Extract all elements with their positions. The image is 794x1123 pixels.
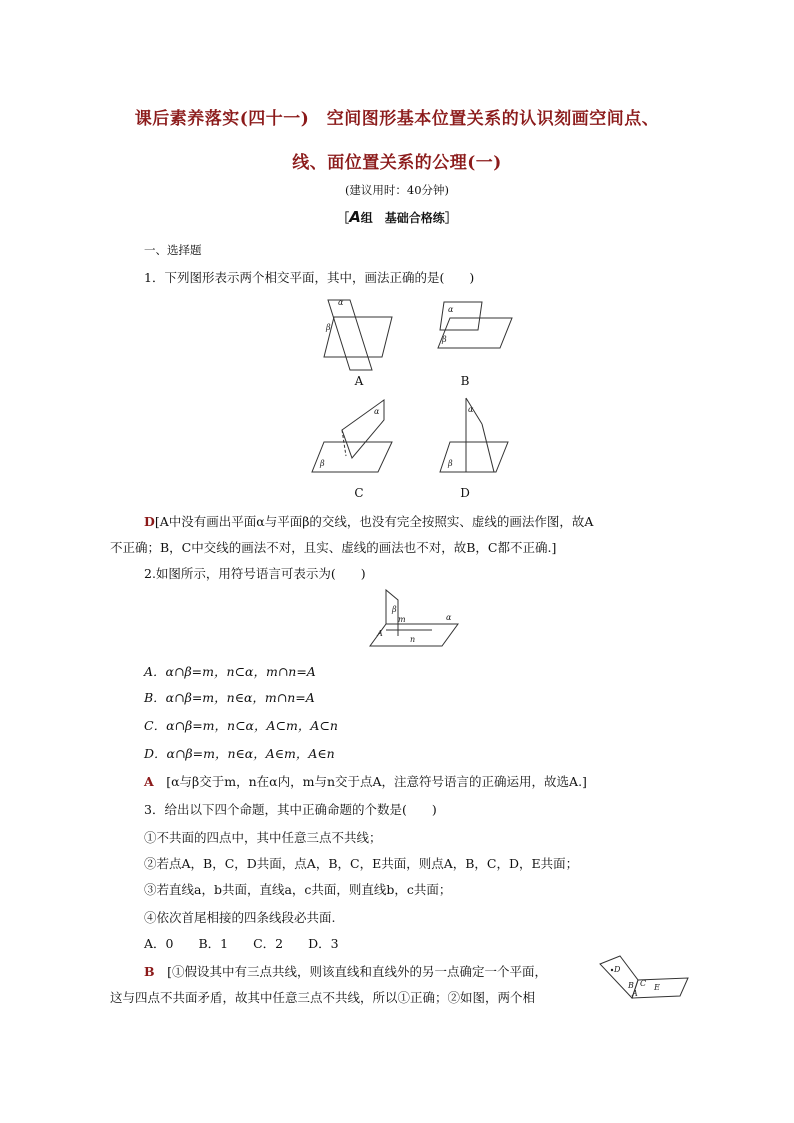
fig1a-alpha-label: α	[338, 298, 344, 307]
fig1b-alpha-label: α	[448, 305, 454, 314]
q1-stem: 1．下列图形表示两个相交平面，其中，画法正确的是( )	[144, 270, 475, 285]
q2-option-d: D．α∩β=m，n∈α，A∈m，A∈n	[144, 746, 335, 761]
worksheet-title-line1: 课后素养落实(四十一) 空间图形基本位置关系的认识刻画空间点、	[134, 109, 660, 129]
q2-answer: A	[144, 774, 154, 789]
q2-option-b: B．α∩β=m，n∈α，m∩n=A	[144, 690, 315, 705]
q3-choices: A．0 B．1 C．2 D．3	[144, 936, 339, 951]
q3-prop-1: ①不共面的四点中，其中任意三点不共线；	[144, 830, 382, 845]
fig1b-plane-alpha	[440, 302, 482, 330]
fig1a-plane-alpha	[328, 300, 372, 370]
fig1d-alpha-side	[482, 424, 494, 472]
q3-analysis-line1	[144, 962, 547, 980]
suggested-time: (建议用时：40分钟)	[344, 183, 450, 197]
q1-caption-d: D	[460, 486, 470, 500]
q3-analysis-text1: [①假设其中有三点共线，则该直线和直线外的另一点确定一个平面，	[167, 964, 547, 979]
figure-1d	[440, 396, 520, 486]
q1-caption-c: C	[354, 486, 364, 500]
figure-2	[370, 590, 460, 652]
q2-stem: 2.如图所示，用符号语言可表示为( )	[144, 566, 366, 581]
fig2-beta-label: β	[392, 605, 397, 614]
q2-analysis-text: [α与β交于m，n在α内，m与n交于点A，注意符号语言的正确运用，故选A.]	[166, 774, 587, 789]
fig1d-alpha-label: α	[468, 405, 474, 414]
q3-analysis-line2: 这与四点不共面矛盾，故其中任意三点不共线，所以①正确；②如图，两个相	[110, 990, 536, 1005]
fig1b-beta-label: β	[442, 335, 447, 344]
q1-caption-a: A	[354, 374, 364, 388]
q2-analysis-line	[144, 772, 587, 790]
fig1b-plane-beta	[438, 318, 512, 348]
fig3-label-b: B	[628, 981, 634, 990]
figure-1c	[312, 400, 402, 480]
q1-analysis-line2: 不正确；B，C中交线的画法不对，且实、虚线的画法也不对，故B，C都不正确.]	[110, 540, 557, 555]
figure-3	[598, 956, 690, 1000]
figure-1b	[438, 300, 518, 360]
section-heading: 一、选择题	[144, 243, 202, 257]
fig2-n-label: n	[410, 635, 416, 644]
fig3-label-e: E	[654, 983, 660, 992]
fig1c-hidden-edge	[342, 430, 346, 456]
q3-stem: 3．给出以下四个命题，其中正确命题的个数是( )	[144, 802, 437, 817]
group-label: 组 基础合格练	[360, 211, 445, 225]
fig1c-beta-label: β	[320, 459, 325, 468]
q3-prop-2: ②若点A，B，C，D共面，点A，B，C，E共面，则点A，B，C，D，E共面；	[144, 856, 579, 871]
fig1a-beta-label: β	[326, 323, 331, 332]
fig3-label-d: D	[614, 965, 621, 974]
group-badge: A	[349, 208, 361, 226]
q1-caption-b: B	[460, 374, 470, 388]
fig1a-plane-beta	[324, 317, 392, 357]
worksheet-title-line2: 线、面位置关系的公理(一)	[292, 153, 502, 173]
fig3-point-d	[611, 969, 613, 971]
fig2-m-label: m	[398, 615, 406, 624]
fig2-a-label: A	[377, 629, 383, 638]
q1-answer: D	[144, 514, 155, 529]
q3-prop-3: ③若直线a，b共面，直线a，c共面，则直线b，c共面；	[144, 882, 452, 897]
q3-prop-4: ④依次首尾相接的四条线段必共面.	[144, 910, 336, 925]
q2-option-c: C．α∩β=m，n⊂α，A⊂m，A⊂n	[144, 718, 338, 733]
figure-1a	[318, 292, 398, 372]
fig3-label-c: C	[640, 979, 647, 988]
fig1d-beta-label: β	[448, 459, 453, 468]
q2-option-a: A．α∩β=m，n⊂α，m∩n=A	[144, 664, 316, 679]
q1-analysis-line1	[144, 512, 593, 530]
fig3-label-a: A	[632, 989, 638, 998]
q1-analysis-text1: [A中没有画出平面α与平面β的交线，也没有完全按照实、虚线的画法作图，故A	[154, 514, 594, 529]
q3-answer: B	[144, 964, 155, 979]
group-bracket-open: ［	[337, 211, 350, 225]
fig2-alpha-label: α	[446, 613, 452, 622]
fig1c-alpha-label: α	[374, 407, 380, 416]
group-heading	[0, 208, 794, 226]
group-bracket-close: ］	[444, 211, 457, 225]
